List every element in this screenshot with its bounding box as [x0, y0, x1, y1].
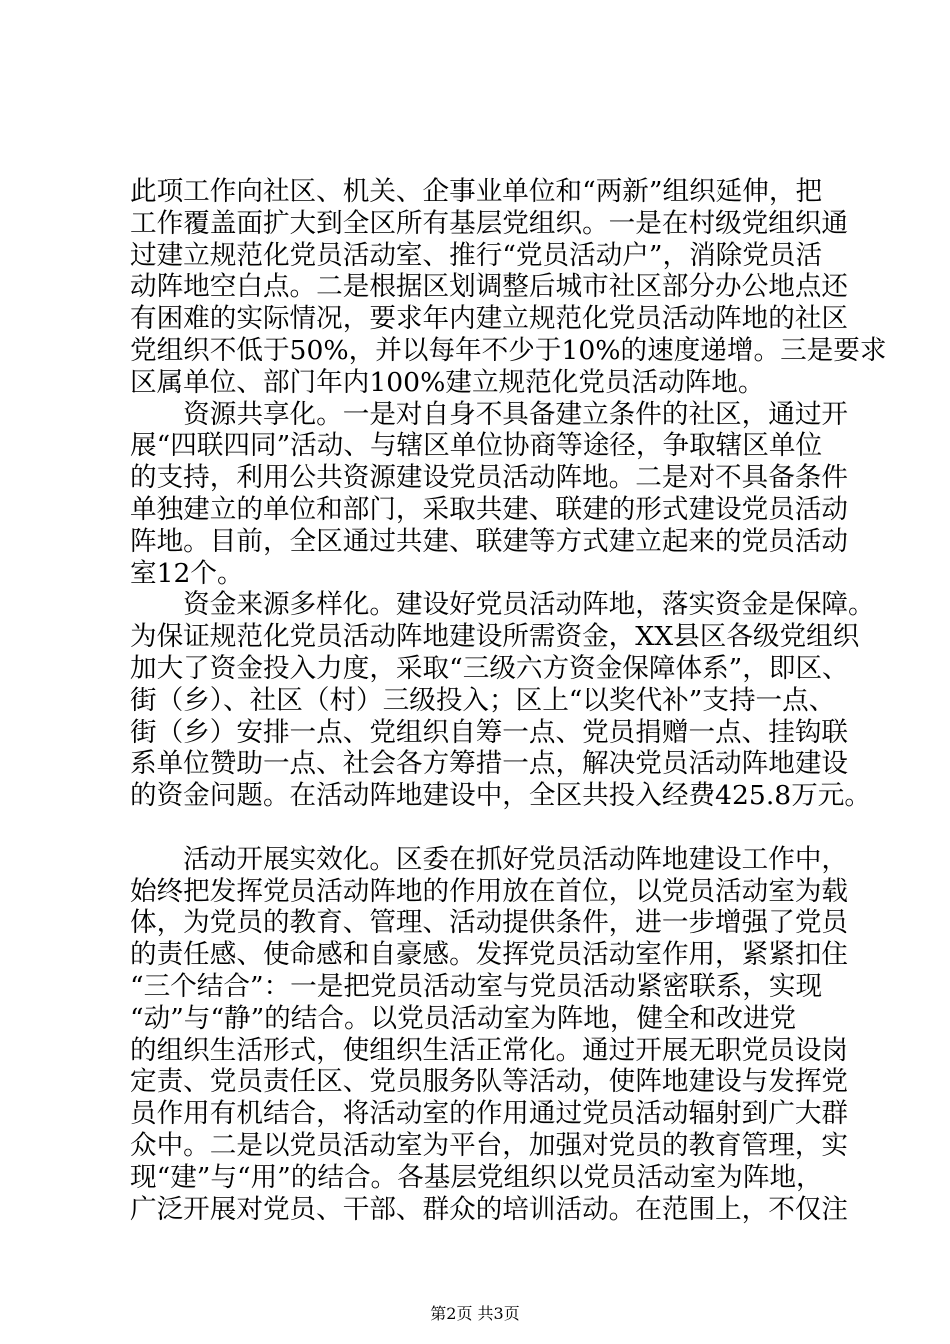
text-line: 员作用有机结合，将活动室的作用通过党员活动辐射到广大群 — [130, 1098, 849, 1130]
text-line: 阵地。目前，全区通过共建、联建等方式建立起来的党员活动 — [130, 525, 849, 557]
text-line: 的资金问题。在活动阵地建设中，全区共投入经费425.8万元。 — [130, 780, 871, 812]
text-line: 动阵地空白点。二是根据区划调整后城市社区部分办公地点还 — [130, 271, 849, 303]
paragraph-start-line: 活动开展实效化。区委在抓好党员活动阵地建设工作中， — [130, 843, 849, 875]
text-line: 为保证规范化党员活动阵地建设所需资金，XX县区各级党组织 — [130, 621, 860, 653]
text-line: 单独建立的单位和部门，采取共建、联建的形式建设党员活动 — [130, 493, 849, 525]
text-line: “三个结合”：一是把党员活动室与党员活动紧密联系，实现 — [130, 970, 823, 1002]
page-footer: 第2页 共3页 — [430, 1304, 520, 1323]
text-line: 街（乡）、社区（村）三级投入；区上“以奖代补”支持一点、 — [130, 684, 836, 716]
body-text — [130, 176, 887, 1225]
text-line: 展“四联四同”活动、与辖区单位协商等途径，争取辖区单位 — [130, 430, 823, 462]
paragraph-start-line: 资金来源多样化。建设好党员活动阵地，落实资金是保障。 — [130, 589, 875, 621]
text-line: 定责、党员责任区、党员服务队等活动，使阵地建设与发挥党 — [130, 1066, 849, 1098]
text-line: 系单位赞助一点、社会各方筹措一点，解决党员活动阵地建设 — [130, 748, 849, 780]
text-line: 现“建”与“用”的结合。各基层党组织以党员活动室为阵地， — [130, 1161, 823, 1193]
blank-line — [130, 812, 830, 844]
text-line: 党组织不低于50%，并以每年不少于10%的速度递增。三是要求 — [130, 334, 887, 366]
text-line: 体，为党员的教育、管理、活动提供条件，进一步增强了党员 — [130, 907, 849, 939]
text-line: 此项工作向社区、机关、企事业单位和“两新”组织延伸，把 — [130, 176, 823, 207]
text-line: 室12个。 — [130, 557, 244, 589]
text-line: 工作覆盖面扩大到全区所有基层党组织。一是在村级党组织通 — [130, 207, 849, 239]
text-line: 的责任感、使命感和自豪感。发挥党员活动室作用，紧紧扣住 — [130, 939, 849, 971]
text-line: 的支持，利用公共资源建设党员活动阵地。二是对不具备条件 — [130, 462, 849, 494]
text-line: 区属单位、部门年内100%建立规范化党员活动阵地。 — [130, 366, 765, 398]
paragraph-start-line: 资源共享化。一是对自身不具备建立条件的社区，通过开 — [130, 398, 849, 430]
text-line: 有困难的实际情况，要求年内建立规范化党员活动阵地的社区 — [130, 303, 849, 335]
text-line: 始终把发挥党员活动阵地的作用放在首位，以党员活动室为载 — [130, 875, 849, 907]
text-line: 过建立规范化党员活动室、推行“党员活动户”，消除党员活 — [130, 239, 823, 271]
text-line: 众中。二是以党员活动室为平台，加强对党员的教育管理，实 — [130, 1129, 849, 1161]
text-line: 广泛开展对党员、干部、群众的培训活动。在范围上，不仅注 — [130, 1193, 849, 1225]
text-line: 的组织生活形式，使组织生活正常化。通过开展无职党员设岗 — [130, 1034, 849, 1066]
text-line: 街（乡）安排一点、党组织自筹一点、党员捐赠一点、挂钩联 — [130, 716, 849, 748]
text-line: “动”与“静”的结合。以党员活动室为阵地，健全和改进党 — [130, 1002, 797, 1034]
text-line: 加大了资金投入力度，采取“三级六方资金保障体系”，即区、 — [130, 652, 849, 684]
